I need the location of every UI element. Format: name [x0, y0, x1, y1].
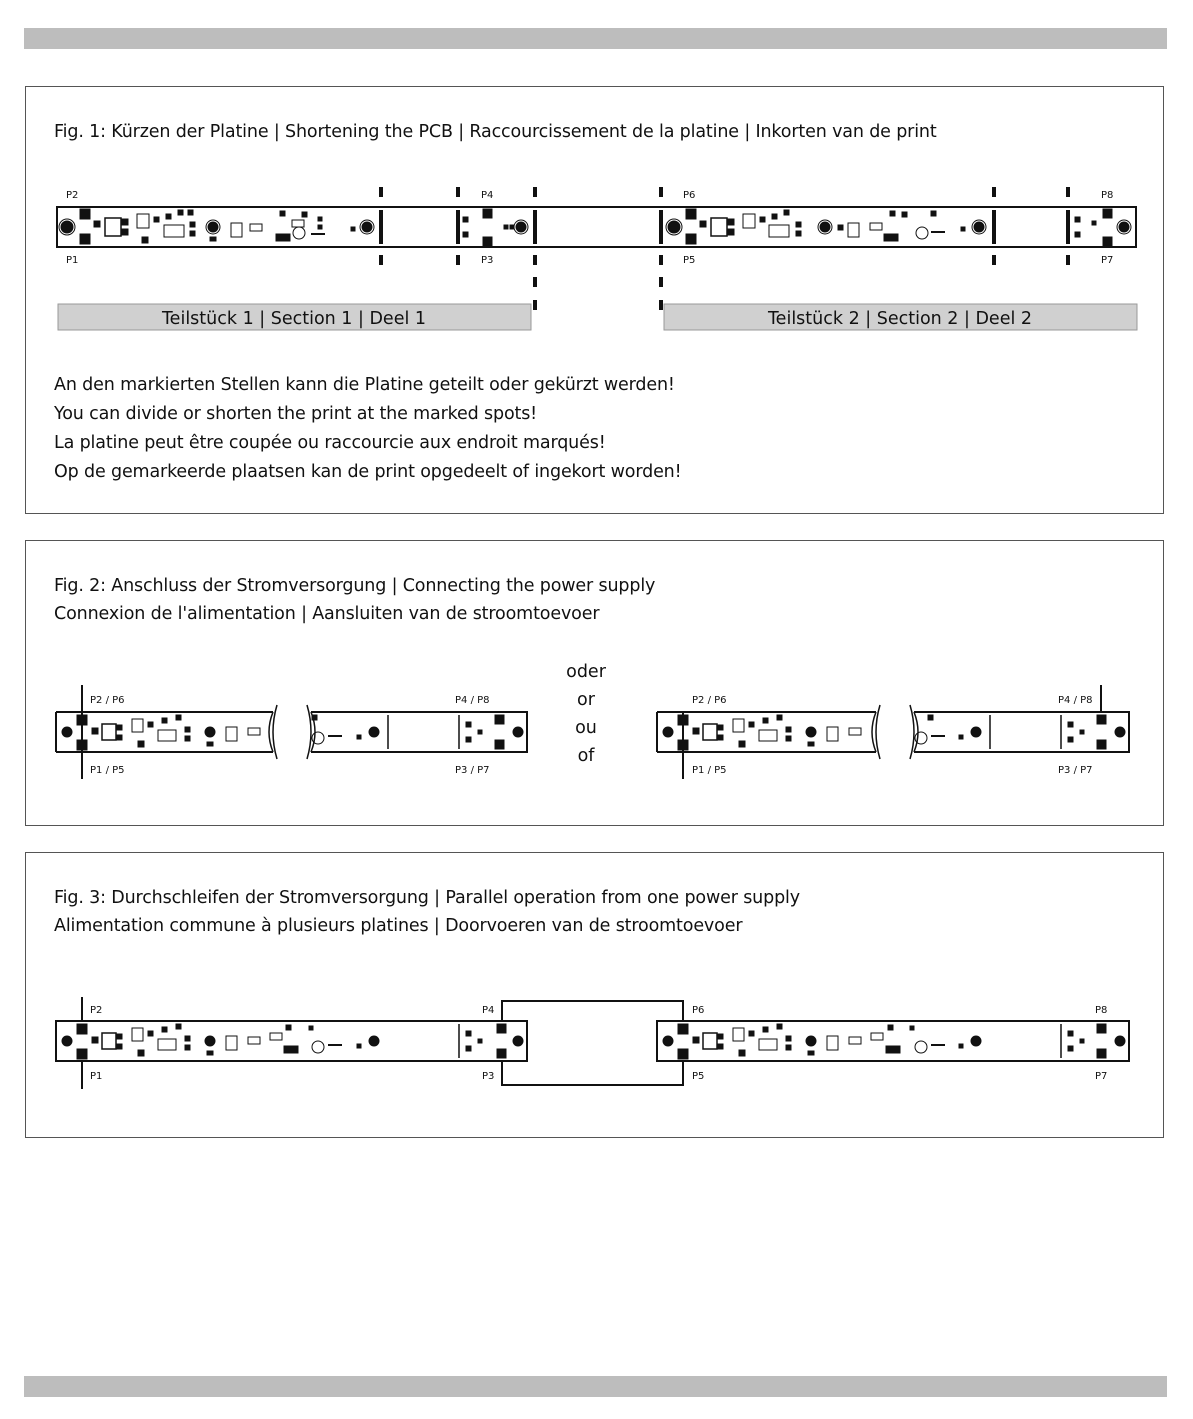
figure-3-caption-line1: Fig. 3: Durchschleifen der Stromversorgung | Parallel operation from one power supply: [54, 888, 800, 908]
or-word-en: or: [577, 690, 595, 710]
pad-label-p6: P6: [683, 190, 696, 201]
cut-markers: [379, 187, 1070, 310]
note-line-en: You can divide or shorten the print at the marked spots!: [54, 404, 538, 424]
label-p2-p6-left: P2 / P6: [90, 695, 125, 706]
note-line-de: An den markierten Stellen kann die Platine geteilt oder gekürzt werden!: [54, 375, 675, 395]
label-p2-p6-right: P2 / P6: [692, 695, 727, 706]
pad-label-p3: P3: [481, 255, 494, 266]
label-p1-p5-left: P1 / P5: [90, 765, 125, 776]
option-right: [657, 685, 1129, 779]
pad-label-p8: P8: [1101, 190, 1114, 201]
figure-3-panel: [25, 852, 1164, 1138]
note-line-nl: Op de gemarkeerde plaatsen kan de print opgedeelt of ingekort worden!: [54, 462, 682, 482]
pad-label-p5: P5: [683, 255, 696, 266]
or-word-de: oder: [566, 662, 606, 682]
pad-label-p7: P7: [1101, 255, 1114, 266]
note-line-fr: La platine peut être coupée ou raccourcie aux endroit marqués!: [54, 433, 606, 453]
pad-label-p2: P2: [90, 1005, 103, 1016]
label-p3-p7-right: P3 / P7: [1058, 765, 1093, 776]
figure-2-panel: [25, 540, 1164, 826]
or-word-fr: ou: [575, 718, 597, 738]
label-p4-p8-right: P4 / P8: [1058, 695, 1093, 706]
pad-label-p7: P7: [1095, 1071, 1108, 1082]
pad-label-p4: P4: [482, 1005, 495, 1016]
header-bar: [24, 28, 1167, 49]
section-1-label: Teilstück 1 | Section 1 | Deel 1: [161, 309, 427, 329]
footer-bar: [24, 1376, 1167, 1397]
label-p3-p7-left: P3 / P7: [455, 765, 490, 776]
or-word-nl: of: [577, 746, 595, 766]
figure-3-caption-line2: Alimentation commune à plusieurs platines | Doorvoeren van de stroomtoevoer: [54, 916, 743, 936]
pad-label-p6: P6: [692, 1005, 705, 1016]
pad-label-p4: P4: [481, 190, 494, 201]
figure-3-diagram: [26, 853, 1165, 1139]
label-p4-p8-left: P4 / P8: [455, 695, 490, 706]
option-left: [56, 685, 527, 779]
figure-1-caption: Fig. 1: Kürzen der Platine | Shortening the PCB | Raccourcissement de la platine | Inkorten van de print: [54, 122, 937, 142]
section-2-label: Teilstück 2 | Section 2 | Deel 2: [767, 309, 1033, 329]
figure-2-caption-line1: Fig. 2: Anschluss der Stromversorgung | Connecting the power supply: [54, 576, 656, 596]
figure-1-panel: [25, 86, 1164, 514]
pad-label-p1: P1: [66, 255, 79, 266]
pad-label-p8: P8: [1095, 1005, 1108, 1016]
label-p1-p5-right: P1 / P5: [692, 765, 727, 776]
figure-1-note: [54, 371, 682, 487]
pad-label-p2: P2: [66, 190, 79, 201]
pad-label-p3: P3: [482, 1071, 495, 1082]
pad-label-p5: P5: [692, 1071, 705, 1082]
figure-2-caption-line2: Connexion de l'alimentation | Aansluiten van de stroomtoevoer: [54, 604, 600, 624]
pad-label-p1: P1: [90, 1071, 103, 1082]
